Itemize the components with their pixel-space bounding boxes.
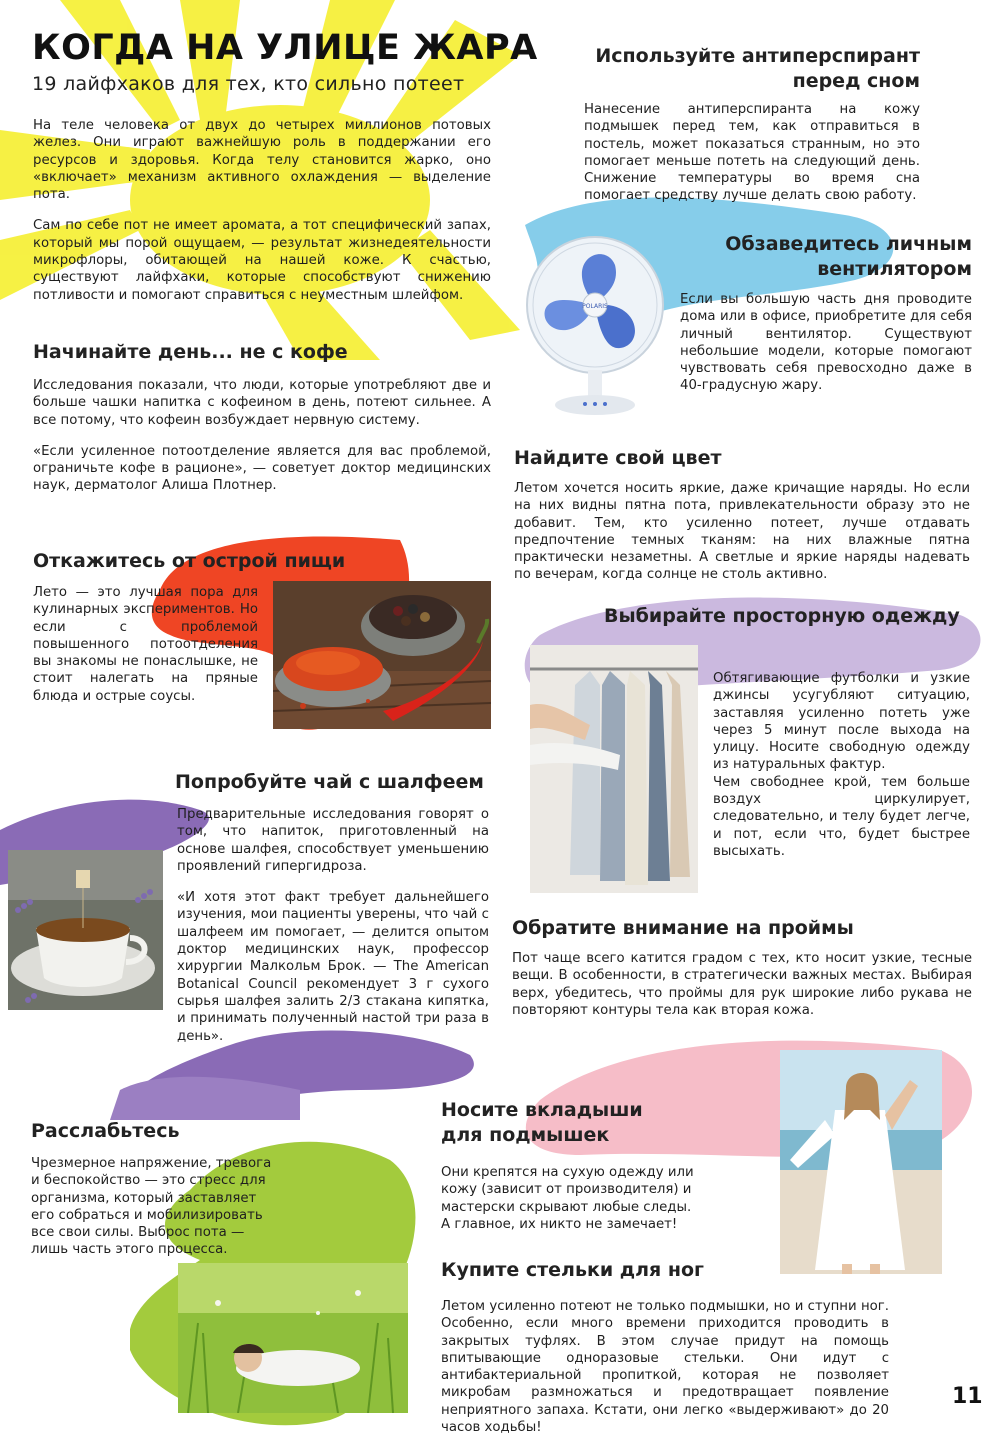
antiperspirant-heading-line2: перед сном [792,70,920,92]
relax-text: Чрезмерное напряжение, тревога и беспокойство — это стресс для организма, который заставляет его собраться и мобилизировать все свои силы. Выброс пота — лишь часть этого процесса. [31,1156,272,1258]
color-text: Летом хочется носить яркие, даже кричащие наряды. Но если на них видны пятна пота, привлекательности образу это не добавит. Тем, кто усиленно потеет, лучше отдавать предпочтение темных тканям: на них влажные пятна практически незаметны. А светлые и яркие наряды надевать по вечерам, когда солнце не столь активно. [514,481,970,583]
pads-heading-line1: Носите вкладыши [441,1099,643,1121]
sage-text [177,806,489,1045]
clothes-paragraph: Чем свободнее крой, тем больше воздух циркулирует, следовательно, и телу будет легче, и пот, если что, будет быстрее высыхать. [713,774,970,859]
spicy-heading: Откажитесь от острой пищи [33,550,346,572]
fan-text: Если вы большую часть дня проводите дома или в офисе, приобретите для себя личный вентилятор. Существуют небольшие модели, которые помогают чувствовать себя превосходно даже в 40-градусную жару. [680,292,972,394]
color-heading: Найдите свой цвет [514,447,722,469]
armholes-heading: Обратите внимание на проймы [512,917,854,939]
page-subtitle: 19 лайфхаков для тех, кто сильно потеет [32,73,465,95]
antiperspirant-heading-line1: Используйте антиперспирант [595,45,920,67]
page-title: КОГДА НА УЛИЦЕ ЖАРА [32,28,538,68]
clothes-rack-photo [530,645,698,893]
coffee-paragraph: Исследования показали, что люди, которые употребляют две и больше чашки напитка с кофеином в день, потеют сильнее. А все потому, что кофеин возбуждает нервную систему. [33,378,491,428]
intro-paragraph: На теле человека от двух до четырех миллионов потовых желез. Они играют важнейшую роль в поддержании его ресурсов и здоровья. Когда телу становится жарко, оно «включает» механизм активного охлаждения — выделение пота. [33,118,491,203]
coffee-heading: Начинайте день... не с кофе [33,341,348,363]
pads-text: Они крепятся на сухую одежду или кожу (зависит от производителя) и мастерски скрывают любые следы. А главное, их никто не замечает! [441,1165,694,1232]
antiperspirant-text: Нанесение антиперспиранта на кожу подмышек перед тем, как отправиться в постель, может показаться странным, но это помогает меньше потеть на следующий день. Снижение температуры во время сна помогает средству лучше делать свою работу. [584,102,920,204]
intro-paragraph: Сам по себе пот не имеет аромата, а тот специфический запах, который мы порой ощущаем, — результат жизнедеятельности микрофлоры, обитающей на нашей коже. К счастью, существуют лайфхаки, которые способствуют снижению потливости и помогают справиться с неуместным шлейфом. [33,218,491,303]
clothes-paragraph: Обтягивающие футболки и узкие джинсы усугубляют ситуацию, заставляя усиленно потеть уже через 5 минут после выхода на улицу. Носите свободную одежду из натуральных фактур. [713,671,970,773]
fan-heading [640,232,972,282]
insoles-heading: Купите стельки для ног [441,1259,704,1281]
pads-heading [441,1098,643,1148]
sage-paragraph: Предварительные исследования говорят о том, что напиток, приготовленный на основе шалфея, способствует уменьшению проявлений гипергидроза. [177,807,489,874]
sage-tea-photo [8,850,163,1010]
relax-grass-photo [178,1263,408,1413]
clothes-heading: Выбирайте просторную одежду [604,605,960,627]
fan-brand-logo: POLARIS [582,303,608,310]
clothes-text [713,670,970,860]
sage-heading: Попробуйте чай с шалфеем [175,771,484,793]
relax-heading: Расслабьтесь [31,1120,180,1142]
sage-paragraph: «И хотя этот факт требует дальнейшего изучения, мои пациенты уверены, что чай с шалфеем им помогает, — делится опытом доктор медицинских наук, профессор хирургии Малкольм Брок. — The American Botanical Council рекомендует 3 г сухого сырья шалфея залить 2/3 стакана кипятка, и принимать полученный настой три раза в день». [177,890,489,1044]
page-number: 11 [952,1384,983,1409]
coffee-paragraph: «Если усиленное потоотделение является для вас проблемой, ограничьте кофе в рационе», — советует доктор медицинских наук, дерматолог Алиша Плотнер. [33,443,491,494]
fan-heading-line2: вентилятором [817,258,972,280]
spicy-text: Лето — это лучшая пора для кулинарных экспериментов. Но если с проблемой повышенного потоотделения вы знакомы не понаслышке, не стоит налегать на пряные блюда и острые соусы. [33,585,258,704]
antiperspirant-heading [520,44,920,94]
pads-heading-line2: для подмышек [441,1124,610,1146]
coffee-text [33,377,491,495]
fan-heading-line1: Обзаведитесь личным [725,233,972,255]
intro-text [33,117,491,304]
beach-woman-photo [780,1050,942,1274]
spices-photo [273,581,491,729]
armholes-text: Пот чаще всего катится градом с тех, кто носит узкие, тесные вещи. В особенности, в стратегически важных местах. Выбирая верх, убедитесь, что проймы для рук широкие либо рукава не повторяют контуры тела как вторая кожа. [512,951,972,1018]
insoles-text: Летом усиленно потеют не только подмышки, но и ступни ног. Особенно, если много времени приходится проводить в закрытых туфлях. В этом случае придут на помощь впитывающие одноразовые стельки. Они идут с антибактериальной пропиткой, которая не позволяет микробам размножаться и предотвращает появление неприятного запаха. Кстати, они легко «выдерживают» до 20 часов ходьбы! [441,1299,889,1436]
